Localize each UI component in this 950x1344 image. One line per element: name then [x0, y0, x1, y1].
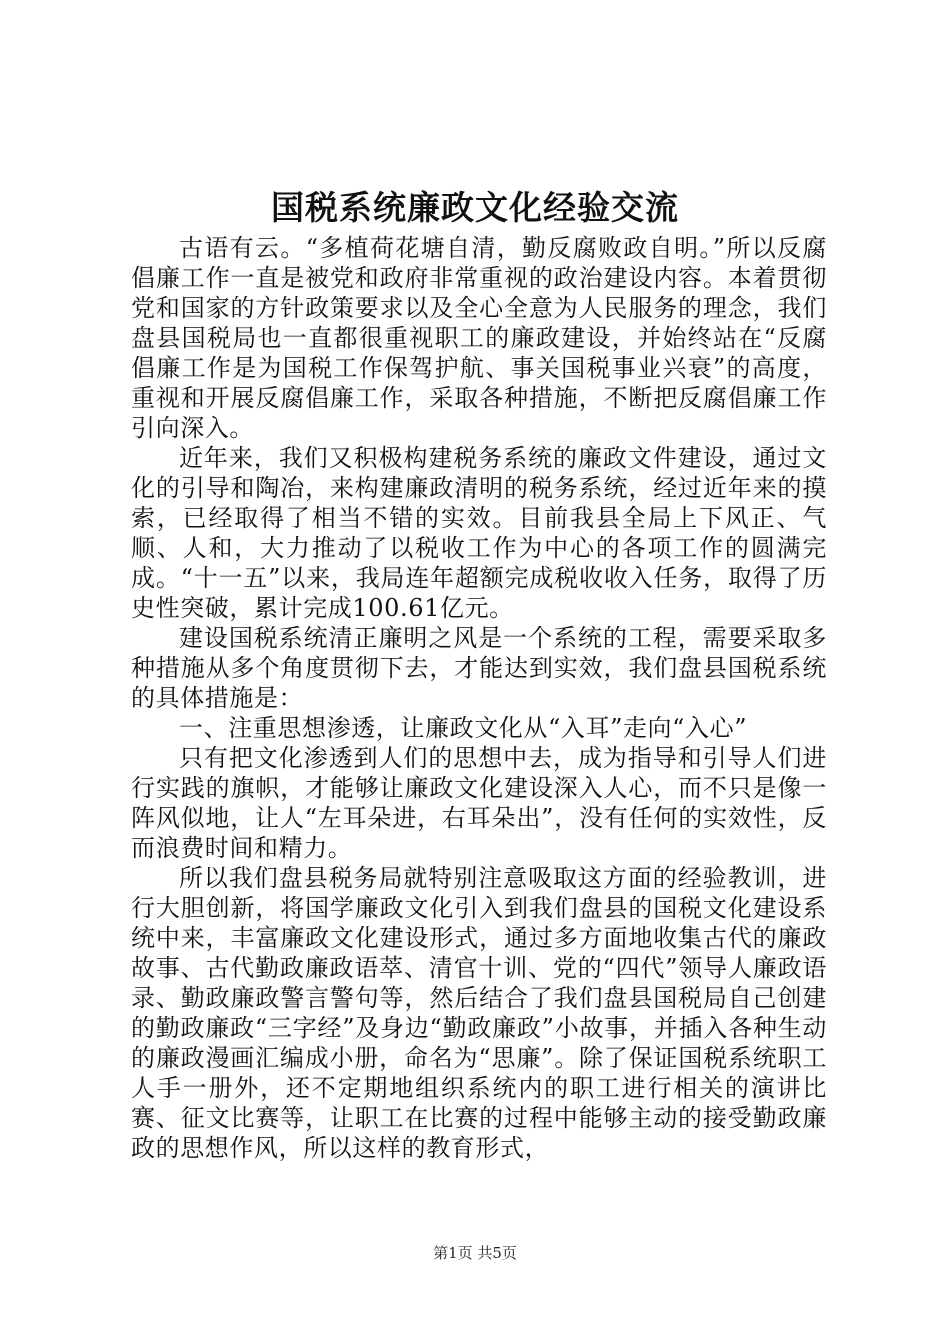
document-title: 国税系统廉政文化经验交流 — [271, 188, 679, 227]
paragraph-intro: 古语有云。“多植荷花塘自清，勤反腐败政自明。”所以反腐倡廉工作一直是被党和政府非常重视的政治建设内容。本着贯彻党和国家的方针政策要求以及全心全意为人民服务的理念，我们盘县国税局也一直都很重视职工的廉政建设，并始终站在“反腐倡廉工作是为国税工作保驾护航、事关国税事业兴衰”的高度，重视和开展反腐倡廉工作，采取各种措施，不断把反腐倡廉工作引向深入。 — [131, 234, 827, 442]
section-heading-1: 一、注重思想渗透，让廉政文化从“入耳”走向“入心” — [179, 714, 748, 742]
document-body — [131, 233, 827, 1163]
paragraph-innovation: 所以我们盘县税务局就特别注意吸取这方面的经验教训，进行大胆创新，将国学廉政文化引入到我们盘县的国税文化建设系统中来，丰富廉政文化建设形式，通过多方面地收集古代的廉政故事、古代勤政廉政语萃、清官十训、党的“四代”领导人廉政语录、勤政廉政警言警句等，然后结合了我们盘县国税局自己创建的勤政廉政“三字经”及身边“勤政廉政”小故事，并插入各种生动的廉政漫画汇编成小册，命名为“思廉”。除了保证国税系统职工人手一册外，还不定期地组织系统内的职工进行相关的演讲比赛、征文比赛等，让职工在比赛的过程中能够主动的接受勤政廉政的思想作风，所以这样的教育形式， — [131, 864, 827, 1162]
paragraph-achievements: 近年来，我们又积极构建税务系统的廉政文件建设，通过文化的引导和陶冶，来构建廉政清明的税务系统，经过近年来的摸索，已经取得了相当不错的实效。目前我县全局上下风正、气顺、人和，大力推动了以税收工作为中心的各项工作的圆满完成。“十一五”以来，我局连年超额完成税收收入任务，取得了历史性突破，累计完成100.61亿元。 — [131, 444, 827, 622]
page-footer: 第1页 共5页 — [433, 1244, 517, 1262]
paragraph-measures: 建设国税系统清正廉明之风是一个系统的工程，需要采取多种措施从多个角度贯彻下去，才能达到实效，我们盘县国税系统的具体措施是： — [131, 624, 827, 712]
paragraph-culture-penetration: 只有把文化渗透到人们的思想中去，成为指导和引导人们进行实践的旗帜，才能够让廉政文化建设深入人心，而不只是像一阵风似地，让人“左耳朵进，右耳朵出”，没有任何的实效性，反而浪费时间和精力。 — [131, 744, 827, 862]
